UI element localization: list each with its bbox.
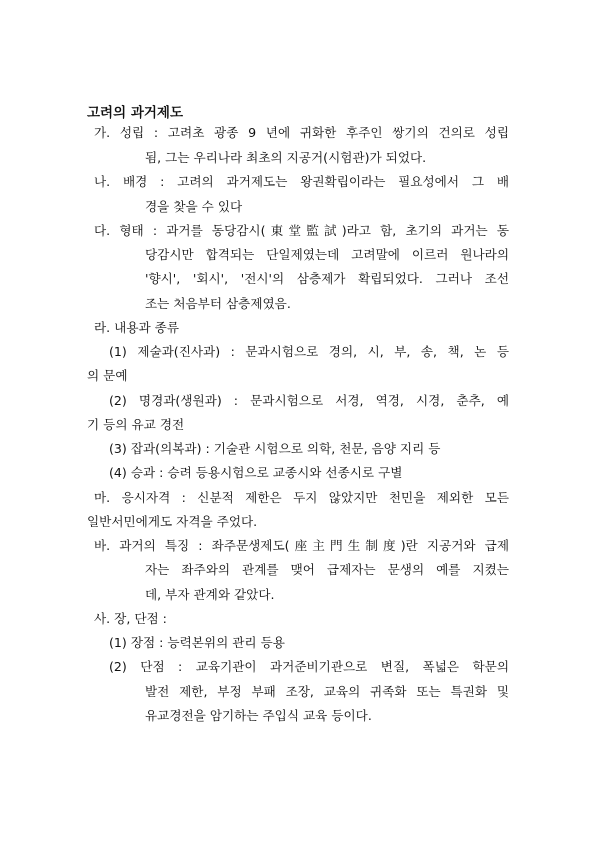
text-line: 의 문예 xyxy=(87,368,128,383)
text-line: 유교경전을 암기하는 주입식 교육 등이다. xyxy=(145,708,372,723)
text-line: 다. 형태 : 과거를 동당감시(東堂監試)라고 함, 초기의 과거는 동 xyxy=(94,223,509,238)
text-line: (3) 잡과(의복과) : 기술관 시험으로 의학, 천문, 음양 지리 등 xyxy=(109,441,441,456)
document-title: 고려의 과거제도 xyxy=(87,105,183,121)
text-line: 경을 찾을 수 있다 xyxy=(145,199,243,214)
text-line: 발전 제한, 부정 부패 조장, 교육의 귀족화 또는 특권화 및 xyxy=(145,684,509,699)
text-line: 가. 성립 : 고려초 광종 9 년에 귀화한 후주인 쌍기의 건의로 성립 xyxy=(94,125,509,140)
text-line: (1) 제술과(진사과) : 문과시험으로 경의, 시, 부, 송, 책, 논 등 xyxy=(109,344,509,359)
text-line: (2) 명경과(생원과) : 문과시험으로 서경, 역경, 시경, 춘추, 예 xyxy=(109,393,509,408)
section-heading: 사. 장, 단점 : xyxy=(94,611,167,626)
text-line: 당감시만 합격되는 단일제였는데 고려말에 이르러 원나라의 xyxy=(145,247,509,262)
text-line: 조는 처음부터 삼층제였음. xyxy=(145,296,291,311)
text-line: 나. 배경 : 고려의 과거제도는 왕권확립이라는 필요성에서 그 배 xyxy=(94,174,509,189)
text-line: '향시', '회시', '전시'의 삼층제가 확립되었다. 그러나 조선 xyxy=(145,271,509,286)
text-line: (1) 장점 : 능력본위의 관리 등용 xyxy=(109,635,285,650)
text-line: 마. 응시자격 : 신분적 제한은 두지 않았지만 천민을 제외한 모든 xyxy=(94,490,509,505)
text-line: 바. 과거의 특징 : 좌주문생제도(座主門生制度)란 지공거와 급제 xyxy=(94,538,509,553)
text-line: (2) 단점 : 교육기관이 과거준비기관으로 변질, 폭넓은 학문의 xyxy=(109,659,509,674)
text-line: 기 등의 유교 경전 xyxy=(87,417,185,432)
text-line: (4) 승과 : 승려 등용시험으로 교종시와 선종시로 구별 xyxy=(109,465,403,480)
text-line: 일반서민에게도 자격을 주었다. xyxy=(87,514,258,529)
text-line: 데, 부자 관계와 같았다. xyxy=(145,587,275,602)
text-line: 됨, 그는 우리나라 최초의 지공거(시험관)가 되었다. xyxy=(145,150,427,165)
section-heading: 라. 내용과 종류 xyxy=(94,320,180,335)
text-line: 자는 좌주와의 관계를 맺어 급제자는 문생의 예를 지켰는 xyxy=(145,562,509,577)
